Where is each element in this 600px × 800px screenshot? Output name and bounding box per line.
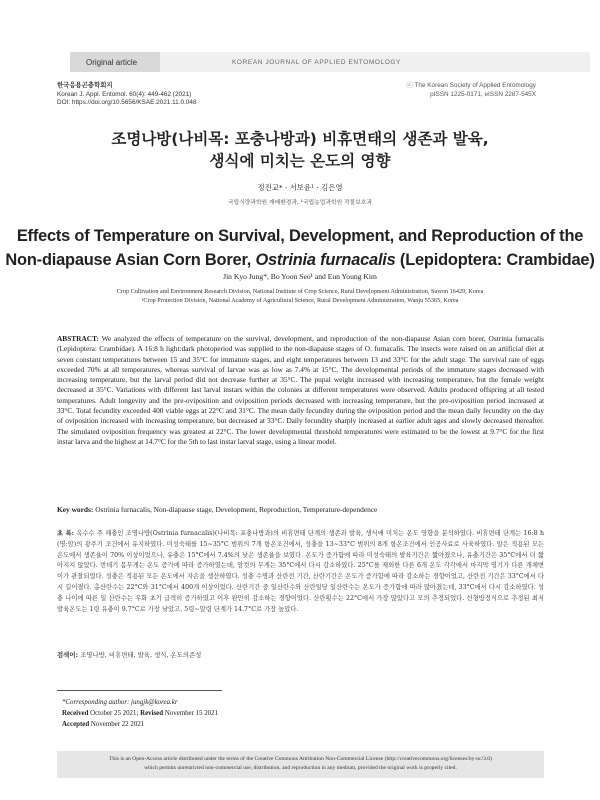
revised-label: Revised [140, 710, 164, 717]
license-line-2: which permits unrestricted non-commercial use, distribution, and reproduction in any medium, provided the original work is properly cited. [144, 764, 457, 771]
english-title-part-b: (Lepidoptera: Crambidae) [395, 251, 595, 269]
received-line [62, 708, 218, 719]
footnote-divider [57, 690, 222, 691]
journal-name-korean: 한국응용곤충학회지 [57, 82, 113, 89]
received-date: October 25 2021; [90, 710, 139, 717]
korean-title [0, 128, 600, 172]
journal-name-band [160, 52, 590, 72]
abstract-label: ABSTRACT: [57, 334, 99, 343]
korean-keywords-label: 검색어: [57, 651, 79, 659]
abstract-text: We analyzed the effects of temperature on the survival, development, and reproduction of the non-diapause Asian corn borer, Ostrinia furnacalis (Lepidoptera: Crambidae). A 16:8 h light:dark photoperiod was supplied to the non-diapause stages of O. furnacalis. The insects were raised on an artificial diet at seven constant temperatures between 15 and 35°C for immature stages, and eight temperatures between 13 and 33°C for the adult stage. The survival rate of eggs exceeded 70% at all temperatures, whereas survival of larvae was as low as 7.4% at 15°C. The developmental periods of the immature stages decreased with increasing temperature, but the larval period did not decrease further at 35°C. The pupal weight increased with increasing temperature, but the female weight decreased at 35°C. Variations with different last larval instars within the colonies at different temperatures were observed. Adults produced offspring at all tested temperatures. Adult longevity and the pre-oviposition and oviposition periods decreased with increasing temperature, but the pre-oviposition period increased at 33°C. Total fecundity exceeded 400 viable eggs at 22°C and 31°C. The mean daily fecundity during the oviposition period and the mean daily fecundity on the day of oviposition increased with increasing temperature, but decreased at 33°C. Daily fecundity sharply increased at earlier adult ages and slowly decreased thereafter. The simulated oviposition frequency was greatest at 22°C. The lower developmental threshold temperatures were estimated to be the lowest at 9.7°C for the first instar larva and the highest at 14.7°C for the 5th to last instar larval stage, using a linear model. [57, 334, 544, 446]
article-type-label: Original article [86, 57, 138, 67]
keywords-label: Key words: [57, 505, 94, 514]
korean-title-line1: 조명나방(나비목: 포충나방과) 비휴면태의 생존과 발육, [111, 130, 489, 148]
article-type-tag [70, 52, 160, 72]
korean-keywords [57, 650, 544, 659]
english-authors: Jin Kyo Jung*, Bo Yoon Seo¹ and Eun Young Kim [223, 272, 377, 281]
english-affiliation-2: ¹Crop Protection Division, National Academy of Agricultural Science, Rural Development Administration, Wanju 55365, Korea [141, 297, 459, 304]
korean-affiliation: 국립식량과학원 재배환경과, ¹국립농업과학원 작물보호과 [227, 200, 373, 206]
correspondence-block [62, 697, 218, 730]
accepted-line [62, 719, 218, 730]
abstract [57, 334, 544, 447]
citation-block [57, 82, 197, 108]
keywords-text: Ostrinia furnacalis, Non-diapause stage, Development, Reproduction, Temperature-dependence [93, 505, 378, 514]
english-title-part-a: Non-diapause Asian Corn Borer, [5, 251, 256, 269]
revised-date: November 15 2021 [164, 710, 219, 717]
english-affiliation-1: Crop Cultivation and Environment Research Division, National Institute of Crop Science, Rural Development Administration, Suwon 16429, Korea [116, 288, 484, 295]
korean-authors: 정진교* · 서보윤¹ · 김은영 [257, 183, 343, 192]
english-title [0, 224, 600, 272]
license-line-1: This is an Open-Access article distributed under the terms of the Creative Commons Attribution Non-Commercial License (http://creativecommons.org/licenses/by-nc/3.0) [109, 756, 492, 762]
species-name: Ostrinia furnacalis [255, 251, 396, 269]
received-label: Received [62, 710, 89, 717]
citation-text: Korean J. Appl. Entomol. 60(4): 449-462 (2021) [57, 90, 192, 98]
journal-name: KOREAN JOURNAL OF APPLIED ENTOMOLOGY [232, 58, 401, 66]
korean-keywords-text: 조명나방, 비휴면태, 발육, 생식, 온도의존성 [78, 651, 202, 659]
accepted-label: Accepted [62, 721, 90, 728]
english-title-line2 [0, 248, 600, 272]
english-title-line1: Effects of Temperature on Survival, Development, and Reproduction of the [16, 227, 584, 245]
copyright-block [406, 82, 536, 99]
english-affiliations [0, 287, 600, 305]
license-footer [57, 751, 544, 778]
korean-abstract-text: 옥수수 주 해충인 조명나방(Ostrinia furnacalis)(나비목: 포충나방과)의 비휴면태 단계의 생존과 발육, 생식에 미치는 온도 영향을 분석하였다. 비휴면태 단계는 16:8 h (명:암)의 광주기 조건에서 유지하였다. 미성숙태를 15~35°C 범위의 7개 항온조건에서, 성충을 13~33°C 범위의 8개 항온조건에서 인공사료로 사육하였다. 알은 적용된 모든 온도에서 생존율이 70% 이상이었으나, 유충은 15°C에서 7.4%의 낮은 생존율을 보였다. 온도가 증가함에 따라 미성숙태의 발육기간은 짧아졌으나, 유충기간은 35°C에서 더 짧아지지 않았다. 번데기 몸무게는 온도 증가에 따라 증가하였는데, 암컷의 무게는 35°C에서 다시 감소하였다. 25°C를 제외한 다른 6개 온도 각각에서 마지막 영기가 다른 개체변이가 관찰되었다. 성충은 적용된 모든 온도에서 자손을 생산하였다. 성충 수명과 산란전 기간, 산란기간은 온도가 증가함에 따라 감소하는 경향이었고, 산란전 기간은 33°C에서 다시 길어졌다. 총산란수는 22°C와 31°C에서 400개 이상이었다. 산란기간 중 일산란수와 산란일당 일산란수는 온도가 증가함에 따라 많아졌는데, 33°C에서 다시 감소하였다. 성충 나이에 따른 일 산란수는 우화 초기 급격히 증가하였고 이후 완만히 감소하는 경향이었다. 산란횟수는 22°C에서 가장 많았다고 모의 추정되었다. 선형방정식으로 추정된 최저발육온도는 1령 유충이 9.7°C로 가장 낮았고, 5령~말령 단계가 14.7°C로 가장 높았다. [57, 530, 545, 613]
korean-title-line2: 생식에 미치는 온도의 영향 [209, 152, 391, 170]
doi-link[interactable]: DOI: https://doi.org/10.5656/KSAE.2021.11.0.048 [57, 99, 197, 107]
korean-abstract-label: 초 록: [57, 530, 74, 537]
copyright-text: ⓒ The Korean Society of Applied Entomology [406, 82, 536, 89]
accepted-date: November 22 2021 [90, 721, 145, 728]
corresponding-author: *Corresponding author: jungjk@korea.kr [62, 699, 178, 706]
korean-abstract [57, 529, 544, 615]
keywords [57, 505, 544, 514]
issn-text: pISSN 1225-0171, eISSN 2287-545X [430, 90, 536, 98]
